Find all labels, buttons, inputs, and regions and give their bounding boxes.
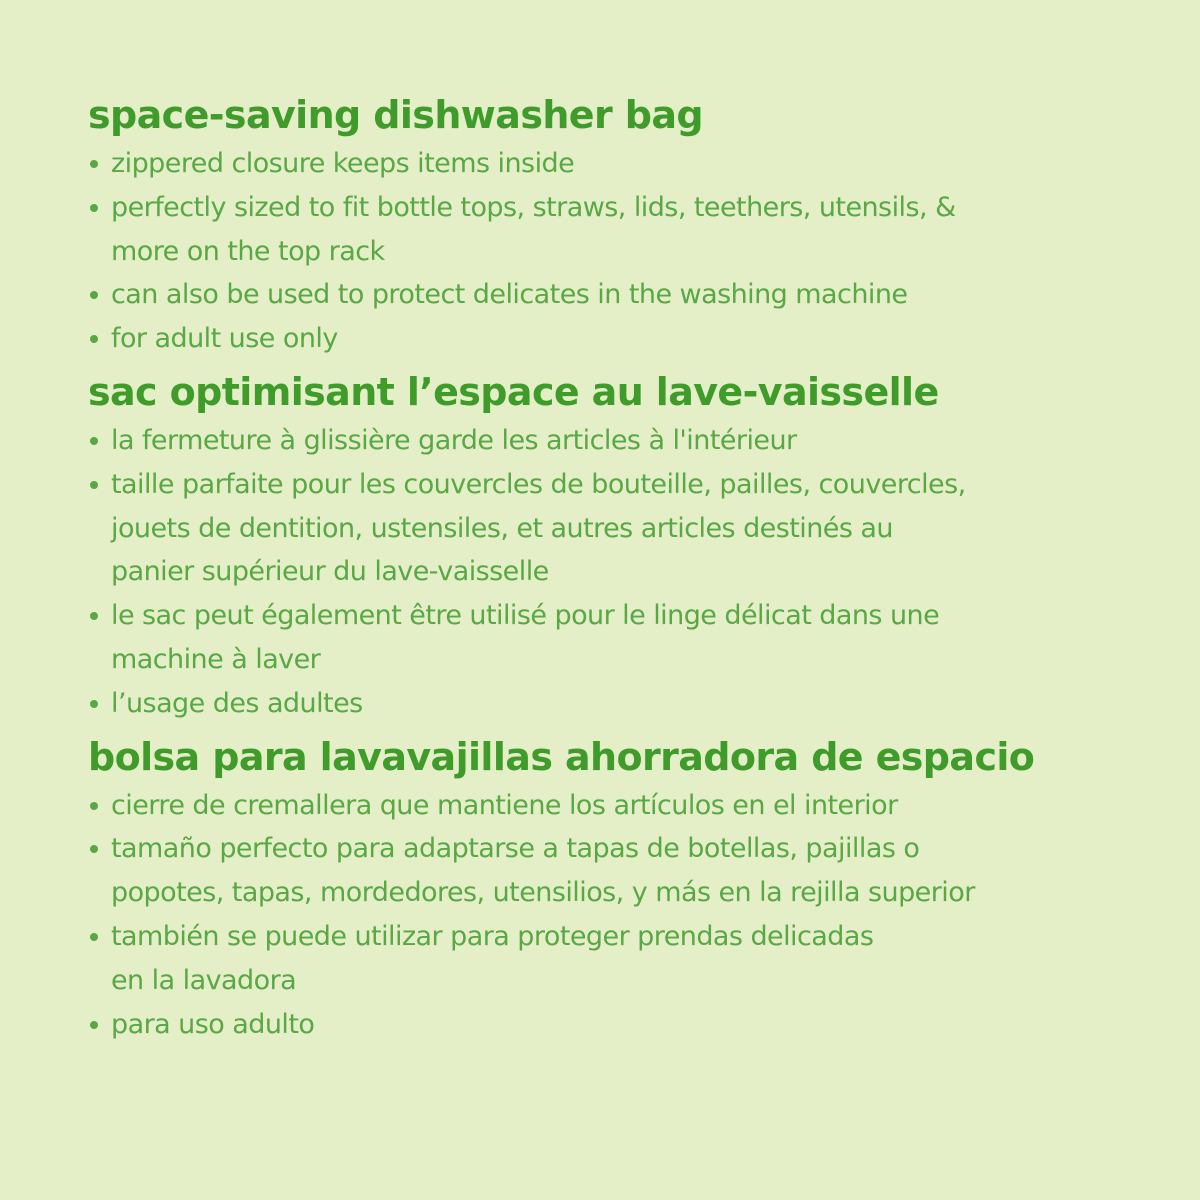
section-english xyxy=(88,88,1160,361)
bullet-text: para uso adulto xyxy=(111,1008,315,1040)
bullet-dot-icon xyxy=(90,612,98,620)
section-french xyxy=(88,365,1160,726)
bullet-item xyxy=(88,915,1160,1003)
bullet-dot-icon xyxy=(90,802,98,810)
bullet-dot-icon xyxy=(90,437,98,445)
bullet-list xyxy=(88,784,1160,1047)
bullet-text: perfectly sized to fit bottle tops, straws, lids, teethers, utensils, & more on the top rack xyxy=(111,191,956,267)
bullet-list xyxy=(88,142,1160,361)
bullet-dot-icon xyxy=(90,481,98,489)
bullet-item xyxy=(88,463,1160,594)
bullet-text: le sac peut également être utilisé pour le linge délicat dans une machine à laver xyxy=(111,600,940,675)
section-heading: space-saving dishwasher bag xyxy=(88,93,703,137)
bullet-item xyxy=(88,827,1160,915)
section-spanish xyxy=(88,730,1160,1047)
bullet-dot-icon xyxy=(90,845,98,853)
bullet-text: la fermeture à glissière garde les articles à l'intérieur xyxy=(111,424,797,456)
bullet-item xyxy=(88,784,1160,828)
bullet-item xyxy=(88,273,1160,317)
bullet-text: l’usage des adultes xyxy=(111,687,363,719)
bullet-item xyxy=(88,1003,1160,1047)
bullet-dot-icon xyxy=(90,291,98,299)
bullet-text: zippered closure keeps items inside xyxy=(111,148,575,179)
bullet-text: tamaño perfecto para adaptarse a tapas de botellas, pajillas o popotes, tapas, mordedores, utensilios, y más en la rejilla superior xyxy=(111,833,975,909)
bullet-text: can also be used to protect delicates in the washing machine xyxy=(111,279,908,311)
bullet-dot-icon xyxy=(90,204,98,212)
bullet-item xyxy=(88,419,1160,463)
bullet-item xyxy=(88,142,1160,186)
bullet-dot-icon xyxy=(90,1021,98,1029)
bullet-item xyxy=(88,186,1160,274)
bullet-text: for adult use only xyxy=(111,323,338,355)
bullet-item xyxy=(88,594,1160,682)
bullet-text: taille parfaite pour les couvercles de bouteille, pailles, couvercles, jouets de dentition, ustensiles, et autres articles destinés au panier supérieur du lave-vaisselle xyxy=(111,468,966,588)
bullet-item xyxy=(88,682,1160,726)
bullet-dot-icon xyxy=(90,335,98,343)
bullet-text: cierre de cremallera que mantiene los artículos en el interior xyxy=(111,789,898,821)
bullet-text: también se puede utilizar para proteger prendas delicadas en la lavadora xyxy=(111,920,874,996)
bullet-dot-icon xyxy=(90,933,98,941)
bullet-dot-icon xyxy=(90,160,98,168)
bullet-item xyxy=(88,317,1160,361)
section-heading: bolsa para lavavajillas ahorradora de espacio xyxy=(88,734,1035,779)
bullet-dot-icon xyxy=(90,700,98,708)
section-heading: sac optimisant l’espace au lave-vaisselle xyxy=(88,369,939,414)
bullet-list xyxy=(88,419,1160,726)
